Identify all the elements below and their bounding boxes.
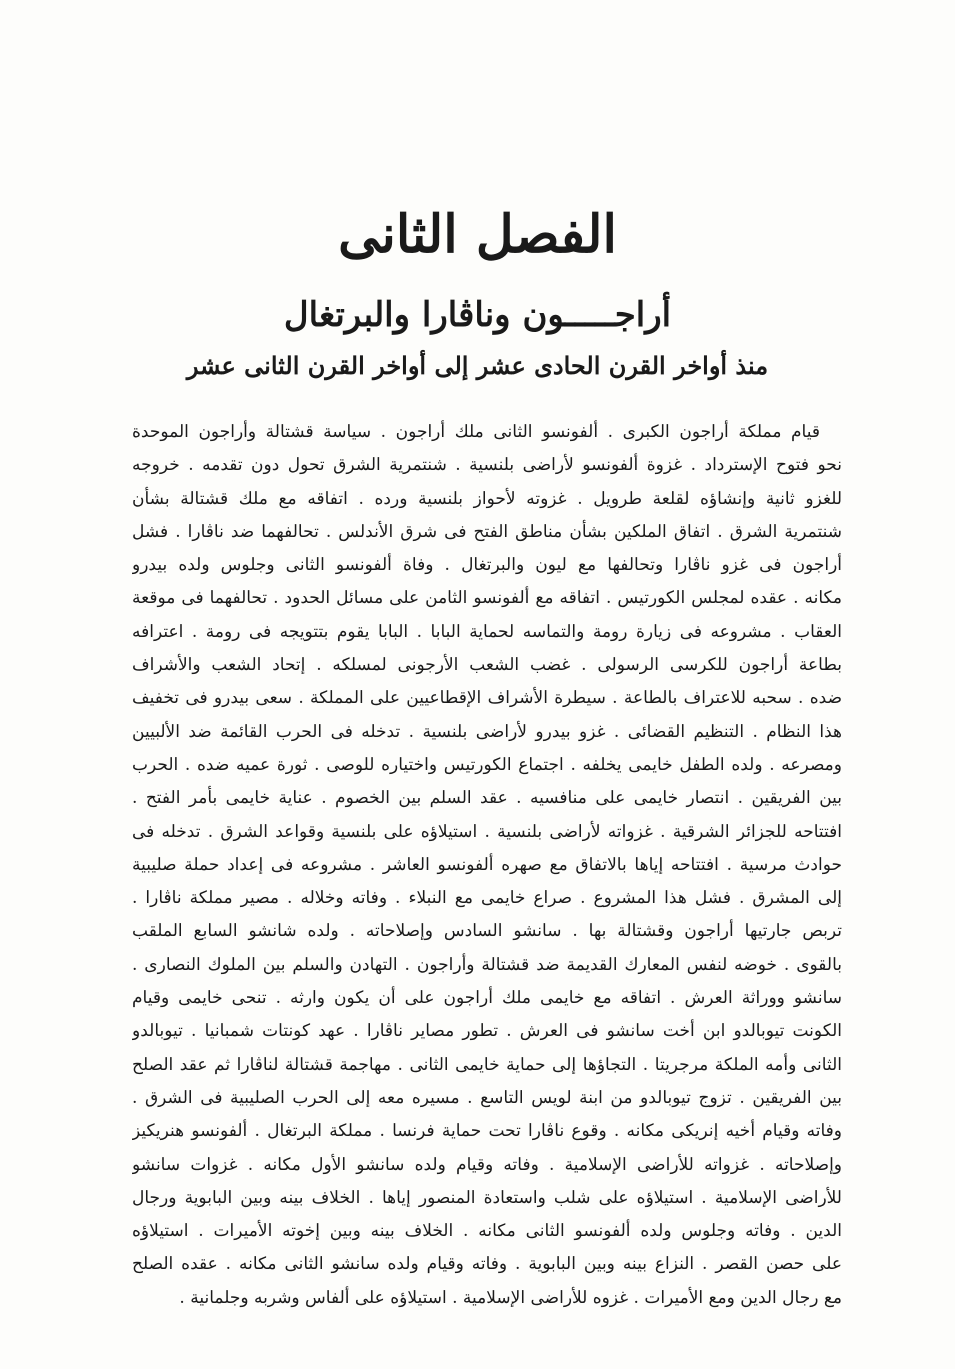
summary-line: تربص جارتيها أراجون وقشتالة بها . سانشو السادس وإصلاحاته . ولده شانشو السابع الملقب [132, 921, 842, 942]
summary-line: ضده . سحبه للاعتراف بالطاعة . سيطرة الأشراف الإقطاعيين على المملكة . سعى بيدرو فى تخفيف [132, 688, 842, 709]
summary-line: بين الفريقين . تزوج تيوبالدو من ابنة لويس التاسع . مسيره معه إلى الحرب الصليبية فى الشرق . [132, 1087, 842, 1108]
summary-line: إلى المشرق . فشل هذا المشروع . صراع خايمى مع النبلاء . وفاته وخلاله . مصير مملكة ناڤارا . [132, 888, 842, 909]
summary-line: بين الفريقين . انتصار خايمى على منافسيه . عقد السلم بين الخصوم . عناية خايمى بأمر الفتح . [132, 788, 842, 809]
summary-line: للأراضى الإسلامية . استيلاؤه على شلب واستعادة المنصور إياها . الخلاف بينه وبين البابوية ورجال [132, 1187, 842, 1208]
chapter-heading: الفصل الثانى [338, 204, 617, 265]
summary-line: بالقوى . خوضه لنفس المعارك القديمة ضد قشتالة وأراجون . التهادن والسلم بين الملوك النصارى . [132, 954, 842, 975]
summary-line: وفاته وقيام أخيه إنريكى مكانه . وقوع ناڤارا تحت حماية فرنسا . مملكة البرتغال . ألفونسو هنريكيز [132, 1121, 842, 1142]
summary-line: مكانه . عقده لمجلس الكورتيس . اتفاقه مع ألفونسو الثامن على مسائل الحدود . تحالفهما فى موقعة [132, 588, 842, 609]
summary-line: نحو فتوح الإسترداد . غزوة ألفونسو لأراضى بلنسية . شنتمرية الشرق تحول دون تقدمه . خروجه [132, 455, 842, 476]
summary-line: للغزو ثانية وإنشاؤه لقلعة طرويل . غزوته لأحواز بلنسية ورده . اتفاقه مع ملك قشتالة بشأن [132, 488, 842, 509]
summary-line: أراجون فى غزو ناڤارا وتحالفها مع ليون والبرتغال . وفاة ألفونسو الثانى وجلوس ولده بيدرو [132, 555, 842, 576]
summary-line: على حصن القصر . النزاع بينه وبين البابوية . وفاته وقيام ولده سانشو الثانى مكانه . عقده الصلح [132, 1254, 842, 1275]
chapter-summary [132, 416, 842, 1315]
summary-line: سانشو ووراثة العرش . اتفاقه مع خايمى ملك أراجون على أن يكون وارثه . تنحى خايمى وقيام [132, 988, 842, 1009]
summary-line: هذا النظام . التنظيم القضائى . غزو بيدرو لأراضى بلنسية . تدخله فى الحرب القائمة ضد الألبيين [132, 721, 842, 742]
summary-line: بطاعة أراجون للكرسى الرسولى . غضب الشعب الأرجونى لمسلكه . إتحاد الشعب والأشراف [132, 655, 842, 676]
summary-line: ومصرعه . ولده الطفل خايمى يخلفه . اجتماع الكورتيس واختياره للوصى . ثورة عميه ضده . الحرب [132, 754, 842, 775]
summary-line: وإصلاحاته . غزواته للأراضى الإسلامية . وفاته وقيام ولده سانشو الأول مكانه . غزوات سانشو [132, 1154, 842, 1175]
summary-line: العقاب . مشروعه فى زيارة رومة والتماسه لحماية البابا . البابا يقوم بتتويجه فى رومة . اعترافه [132, 621, 842, 642]
summary-line: الدين . وفاته وجلوس ولده ألفونسو الثانى مكانه . الخلاف بينه وبين إخوته الأميرات . استيلاؤه [132, 1221, 842, 1242]
summary-line: افتتاحه للجزائر الشرقية . غزواته لأراضى بلنسية . استيلاؤه على بلنسية وقواعد الشرق . تدخله فى [132, 821, 842, 842]
summary-line: الكونت تيوبالدو ابن أخت سانشو فى العرش . تطور مصاير ناڤارا . عهد كونتات شمبانيا . تيوبالدو [132, 1021, 842, 1042]
summary-line: حوادث مرسية . افتتاحه إياها بالاتفاق مع صهره ألفونسو العاشر . مشروعه فى إعداد حملة صليبية [132, 854, 842, 875]
summary-line: الثانى وأمه الملكة مرجريتا . التجاؤها إلى حماية خايمى الثانى . مهاجمة قشتالة لناڤارا ثم عقد الصلح [132, 1054, 842, 1075]
chapter-title: أراجـــــون وناڤارا والبرتغال [283, 295, 672, 335]
summary-line: شنتمرية الشرق . اتفاق الملكين بشأن مناطق الفتح فى شرق الأندلس . تحالفهما ضد ناڤارا . فشل [132, 521, 842, 542]
summary-line: مع رجال الدين ومع الأميرات . غزوه للأراضى الإسلامية . استيلاؤه على ألفاس وشربه وجلمانية . [179, 1287, 842, 1308]
summary-line: قيام مملكة أراجون الكبرى . ألفونسو الثانى ملك أراجون . سياسة قشتالة وأراجون الموحدة [132, 422, 820, 442]
chapter-subtitle: منذ أواخر القرن الحادى عشر إلى أواخر القرن الثانى عشر [186, 351, 769, 380]
